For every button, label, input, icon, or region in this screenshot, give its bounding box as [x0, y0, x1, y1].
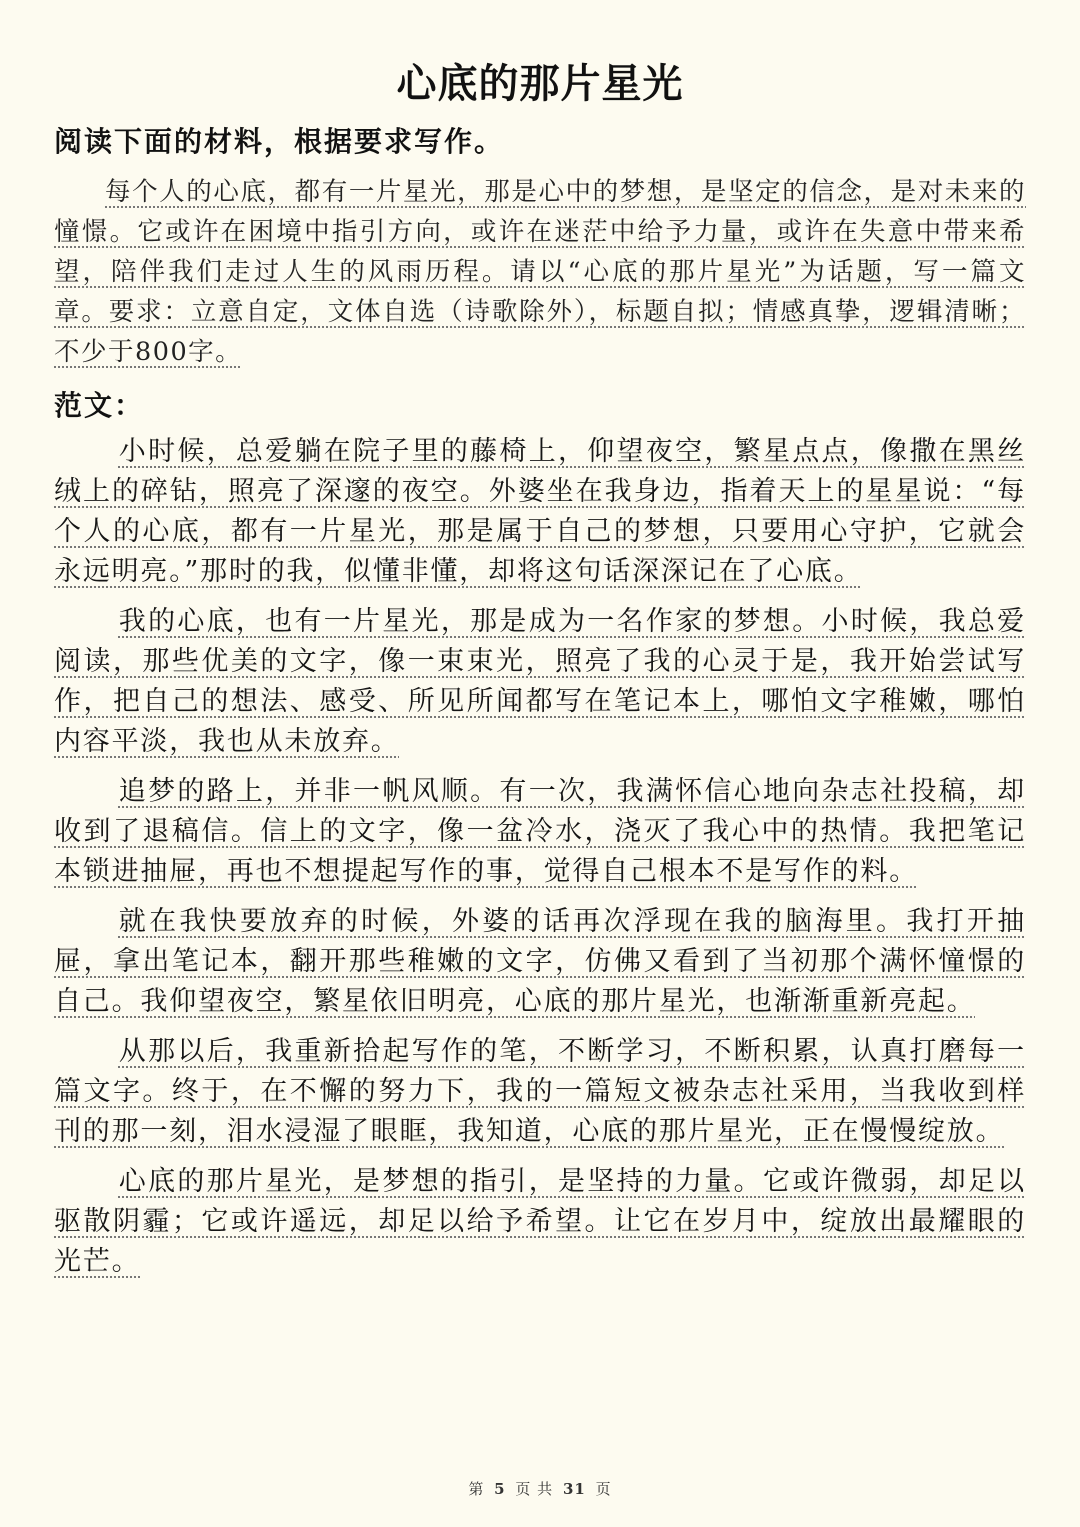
essay-paragraph: 心底的那片星光，是梦想的指引，是坚持的力量。它或许微弱，却足以驱散阴霾；它或许遥远，却足以给予希望。让它在岁月中，绽放出最耀眼的光芒。	[54, 1166, 1026, 1277]
essay-paragraph: 从那以后，我重新拾起写作的笔，不断学习，不断积累，认真打磨每一篇文字。终于，在不懈的努力下，我的一篇短文被杂志社采用，当我收到样刊的那一刻，泪水浸湿了眼眶，我知道，心底的那片星光，正在慢慢绽放。	[54, 1036, 1026, 1147]
footer-total-pages: 31	[562, 1480, 586, 1498]
page-title: 心底的那片星光	[396, 61, 684, 107]
prompt-heading: 阅读下面的材料，根据要求写作。	[54, 125, 505, 158]
essay-paragraph: 小时候，总爱躺在院子里的藤椅上，仰望夜空，繁星点点，像撒在黑丝绒上的碎钻，照亮了深邃的夜空。外婆坐在我身边，指着天上的星星说：“每个人的心底，都有一片星光，那是属于自己的梦想，只要用心守护，它就会永远明亮。”那时的我，似懂非懂，却将这句话深深记在了心底。	[54, 436, 1026, 587]
footer-middle: 页 共	[515, 1480, 554, 1498]
footer-page-number: 5	[494, 1480, 506, 1498]
essay-paragraph: 就在我快要放弃的时候，外婆的话再次浮现在我的脑海里。我打开抽屉，拿出笔记本，翻开那些稚嫩的文字，仿佛又看到了当初那个满怀憧憬的自己。我仰望夜空，繁星依旧明亮，心底的那片星光，也渐渐重新亮起。	[54, 906, 1026, 1017]
prompt-text	[54, 172, 1026, 372]
sample-heading: 范文：	[54, 389, 145, 422]
essay-paragraph: 我的心底，也有一片星光，那是成为一名作家的梦想。小时候，我总爱阅读，那些优美的文字，像一束束光，照亮了我的心灵于是，我开始尝试写作，把自己的想法、感受、所见所闻都写在笔记本上，哪怕文字稚嫩，哪怕内容平淡，我也从未放弃。	[54, 606, 1026, 757]
footer-prefix: 第	[468, 1480, 485, 1498]
essay-paragraph: 追梦的路上，并非一帆风顺。有一次，我满怀信心地向杂志社投稿，却收到了退稿信。信上的文字，像一盆冷水，浇灭了我心中的热情。我把笔记本锁进抽屉，再也不想提起写作的事，觉得自己根本不是写作的料。	[54, 776, 1026, 887]
sample-essay	[54, 432, 1026, 1292]
page-footer	[0, 1478, 1080, 1499]
footer-suffix: 页	[595, 1480, 612, 1498]
prompt-text-body: 每个人的心底，都有一片星光，那是心中的梦想，是坚定的信念，是对未来的憧憬。它或许在困境中指引方向，或许在迷茫中给予力量，或许在失意中带来希望，陪伴我们走过人生的风雨历程。请以“心底的那片星光”为话题，写一篇文章。要求：立意自定，文体自选（诗歌除外），标题自拟；情感真挚，逻辑清晰；不少于800字。	[54, 177, 1026, 367]
